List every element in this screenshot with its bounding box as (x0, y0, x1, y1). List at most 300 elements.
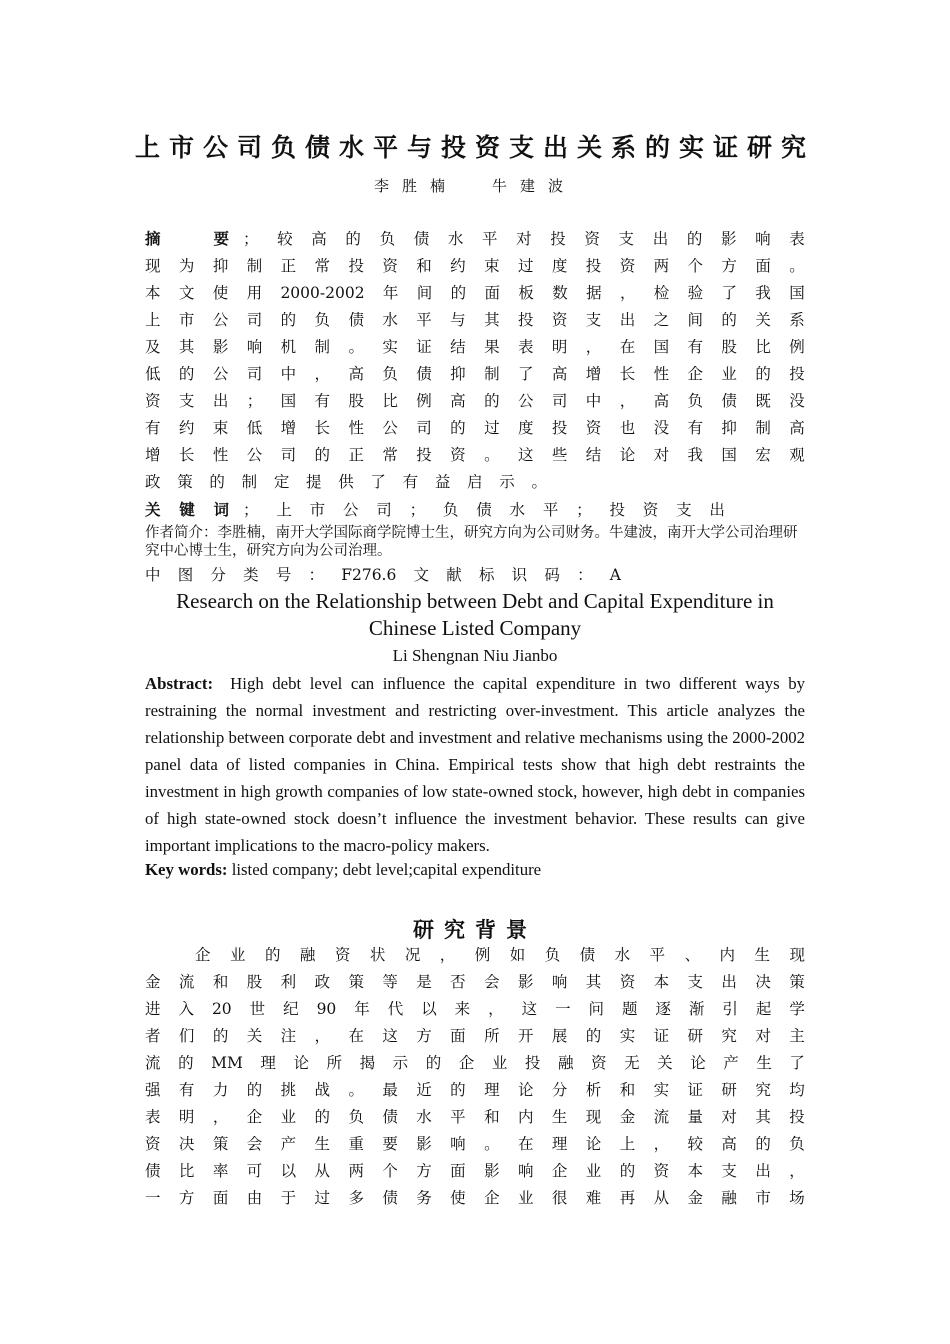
body-text (145, 942, 805, 1212)
glyph: 这 (521, 1000, 538, 1018)
glyph: 例 (474, 946, 491, 964)
glyph: 其 (585, 973, 602, 991)
abstract-line (145, 307, 805, 334)
glyph: 债 (348, 311, 364, 329)
glyph: 公 (246, 446, 263, 464)
glyph: 论 (517, 1081, 534, 1099)
glyph: 号 (275, 566, 292, 584)
glyph: 键 (179, 501, 195, 519)
glyph: 公 (212, 365, 229, 383)
glyph: 的 (425, 1054, 442, 1072)
glyph: 的 (755, 1135, 771, 1153)
abstract-line (145, 361, 805, 388)
glyph: 个 (382, 1162, 398, 1180)
glyph: 负 (348, 1108, 364, 1126)
glyph: 使 (212, 284, 229, 302)
glyph: 对 (516, 230, 532, 248)
glyph: 金 (687, 1189, 704, 1207)
glyph: 策 (177, 473, 193, 491)
glyph: 高 (653, 392, 670, 410)
glyph: F276.6 (341, 566, 397, 584)
glyph: 。 (789, 257, 805, 275)
glyph: 一 (145, 1189, 161, 1207)
glyph: 融 (299, 946, 316, 964)
glyph: 股 (348, 392, 364, 410)
abstract-line (145, 388, 805, 415)
glyph: 投 (550, 230, 566, 248)
glyph: 水 (509, 501, 526, 519)
glyph: 策 (212, 1135, 229, 1153)
glyph: 面 (212, 1189, 229, 1207)
glyph: 制 (246, 257, 263, 275)
glyph: 况 (404, 946, 421, 964)
glyph: 者 (145, 1027, 161, 1045)
glyph: 负 (687, 392, 704, 410)
glyph: 年 (354, 1000, 370, 1018)
glyph: 。 (484, 446, 500, 464)
glyph: 文 (413, 566, 430, 584)
glyph: 抑 (450, 365, 466, 383)
glyph: 平 (481, 230, 498, 248)
glyph: 面 (755, 257, 771, 275)
glyph: 出 (755, 1162, 771, 1180)
glyph: 宏 (755, 446, 771, 464)
glyph: 证 (416, 338, 432, 356)
glyph: 起 (755, 1000, 772, 1018)
glyph: 流 (145, 1054, 161, 1072)
glyph: 债 (145, 1162, 161, 1180)
glyph: 的 (450, 284, 467, 302)
glyph: 所 (326, 1054, 343, 1072)
glyph: 融 (721, 1189, 737, 1207)
glyph: 国 (280, 392, 297, 410)
glyph: 的 (755, 365, 771, 383)
glyph: 代 (387, 1000, 404, 1018)
glyph: 债 (721, 392, 737, 410)
glyph: 学 (789, 1000, 805, 1018)
glyph: 据 (586, 284, 602, 302)
glyph: 响 (551, 973, 568, 991)
glyph: 上 (619, 1135, 636, 1153)
glyph: 投 (524, 1054, 541, 1072)
glyph: 为 (178, 257, 195, 275)
glyph: 均 (789, 1081, 805, 1099)
glyph: 企 (195, 946, 211, 964)
glyph: 政 (314, 973, 331, 991)
glyph: 。 (484, 1135, 500, 1153)
glyph: 响 (517, 1162, 534, 1180)
glyph: ， (653, 1135, 670, 1153)
glyph: 支 (676, 501, 692, 519)
glyph: 和 (619, 1081, 636, 1099)
classification-line (145, 562, 805, 589)
glyph: 结 (450, 338, 466, 356)
glyph: 束 (212, 419, 229, 437)
glyph: 常 (314, 257, 331, 275)
glyph: 股 (246, 973, 263, 991)
glyph: 论 (690, 1054, 706, 1072)
glyph: 资 (145, 1135, 161, 1153)
glyph: 比 (755, 338, 771, 356)
glyph: 的 (212, 1027, 229, 1045)
glyph: 国 (789, 284, 805, 302)
glyph: 方 (416, 1162, 432, 1180)
glyph: 的 (178, 365, 195, 383)
glyph: 资 (585, 419, 602, 437)
glyph: 响 (755, 230, 771, 248)
glyph: 。 (348, 1081, 364, 1099)
glyph: 高 (721, 1135, 737, 1153)
glyph: 内 (517, 1108, 534, 1126)
glyph: 投 (551, 419, 568, 437)
glyph: 的 (721, 311, 737, 329)
glyph: 90 (316, 1000, 337, 1018)
glyph: ： (308, 566, 325, 584)
glyph: 长 (178, 446, 195, 464)
glyph: 揭 (359, 1054, 376, 1072)
glyph: 所 (484, 1027, 500, 1045)
glyph: 流 (653, 1108, 670, 1126)
glyph: 的 (450, 419, 466, 437)
glyph: 关 (755, 311, 771, 329)
glyph: 系 (789, 311, 805, 329)
glyph: 要 (213, 230, 229, 248)
glyph: 出 (652, 230, 669, 248)
glyph: 司 (246, 365, 263, 383)
abstract-label-en: Abstract: (145, 674, 214, 693)
glyph: 出 (212, 392, 229, 410)
glyph: 债 (382, 1108, 398, 1126)
abstract-first-line (145, 226, 805, 253)
glyph: 可 (246, 1162, 263, 1180)
chinese-title: 上市公司负债水平与投资支出关系的实证研究 (134, 133, 815, 162)
glyph: 国 (721, 446, 737, 464)
glyph: 支 (618, 230, 635, 248)
glyph: 会 (484, 973, 500, 991)
glyph: 流 (178, 973, 195, 991)
glyph: 从 (314, 1162, 331, 1180)
glyph: 资 (382, 257, 398, 275)
glyph: 的 (686, 230, 703, 248)
glyph: 没 (653, 419, 670, 437)
glyph: 负 (314, 311, 331, 329)
glyph: ； (243, 501, 259, 519)
glyph: 的 (619, 1162, 636, 1180)
glyph: 低 (145, 365, 161, 383)
glyph: 表 (517, 338, 534, 356)
glyph: 债 (416, 365, 432, 383)
glyph: 常 (382, 446, 398, 464)
glyph: 资 (619, 973, 636, 991)
glyph: 难 (585, 1189, 602, 1207)
glyph: 制 (241, 473, 258, 491)
glyph: 制 (314, 338, 331, 356)
glyph: 对 (653, 446, 670, 464)
glyph: 的 (345, 230, 361, 248)
glyph: 用 (246, 284, 263, 302)
abstract-line (243, 226, 805, 253)
glyph: 研 (687, 1027, 704, 1045)
glyph: 增 (585, 365, 602, 383)
glyph: 的 (585, 1027, 602, 1045)
glyph: 抑 (721, 419, 737, 437)
glyph: 影 (484, 1162, 500, 1180)
glyph: 平 (542, 501, 559, 519)
abstract-label-cn (145, 226, 229, 253)
glyph: ； (243, 230, 259, 248)
glyph: 主 (789, 1027, 805, 1045)
glyph: 中 (280, 365, 297, 383)
glyph: 债 (476, 501, 492, 519)
glyph: ， (439, 946, 456, 964)
glyph: 负 (442, 501, 459, 519)
glyph: 观 (789, 446, 805, 464)
glyph: 增 (280, 419, 297, 437)
glyph: 的 (280, 311, 297, 329)
glyph: 献 (446, 566, 462, 584)
glyph: 了 (370, 473, 386, 491)
glyph: 其 (178, 338, 195, 356)
abstract-line (145, 415, 805, 442)
glyph: 公 (212, 311, 229, 329)
glyph: 的 (209, 473, 225, 491)
glyph: 司 (376, 501, 392, 519)
glyph: 研 (721, 1081, 737, 1099)
glyph: 比 (178, 1162, 195, 1180)
glyph: 企 (687, 365, 704, 383)
abstract-line (145, 253, 805, 280)
glyph: 我 (755, 284, 771, 302)
glyph: 务 (416, 1189, 432, 1207)
glyph: 资 (145, 392, 161, 410)
glyph: 有 (687, 338, 704, 356)
glyph: 对 (755, 1027, 771, 1045)
glyph: 的 (246, 1081, 263, 1099)
glyph: 束 (484, 257, 500, 275)
abstract-line (145, 442, 805, 469)
glyph: ， (212, 1108, 229, 1126)
glyph: 由 (246, 1189, 263, 1207)
glyph: 类 (243, 566, 259, 584)
glyph: 较 (687, 1135, 704, 1153)
body-line (145, 1185, 805, 1212)
glyph: 两 (653, 257, 670, 275)
glyph: 投 (609, 501, 625, 519)
glyph: 量 (687, 1108, 704, 1126)
glyph: ： (577, 566, 593, 584)
glyph: 实 (382, 338, 398, 356)
glyph: 关 (145, 501, 161, 519)
glyph: 2000-2002 (280, 284, 365, 302)
glyph: 如 (509, 946, 526, 964)
glyph: 响 (246, 338, 263, 356)
glyph: 示 (392, 1054, 409, 1072)
glyph: 资 (450, 446, 466, 464)
glyph: 的 (264, 946, 281, 964)
glyph: 纪 (283, 1000, 299, 1018)
glyph: 关 (246, 1027, 263, 1045)
glyph: 融 (557, 1054, 574, 1072)
glyph: 司 (246, 311, 263, 329)
glyph: 表 (145, 1108, 161, 1126)
glyph: 否 (450, 973, 466, 991)
glyph: 论 (619, 446, 636, 464)
glyph: 世 (249, 1000, 266, 1018)
glyph: 负 (544, 946, 561, 964)
body-line (145, 1050, 805, 1077)
glyph: 平 (450, 1108, 466, 1126)
glyph: 业 (721, 365, 737, 383)
glyph: 中 (145, 566, 161, 584)
glyph: 资 (584, 230, 600, 248)
glyph: 要 (382, 1135, 398, 1153)
glyph: ， (789, 1162, 805, 1180)
glyph: 逐 (655, 1000, 671, 1018)
body-line (145, 969, 805, 996)
body-line (145, 1077, 805, 1104)
glyph: 入 (178, 1000, 194, 1018)
glyph: 检 (653, 284, 670, 302)
glyph: 间 (416, 284, 433, 302)
glyph: 负 (382, 365, 398, 383)
glyph: 影 (517, 973, 534, 991)
glyph: 投 (416, 446, 432, 464)
glyph: 方 (416, 1027, 432, 1045)
glyph: 方 (178, 1189, 195, 1207)
glyph: 和 (484, 1108, 500, 1126)
glyph: 面 (484, 284, 501, 302)
glyph: 们 (178, 1027, 195, 1045)
glyph: 投 (517, 311, 534, 329)
glyph: 支 (721, 1162, 737, 1180)
glyph: 政 (145, 473, 161, 491)
glyph: 面 (450, 1027, 466, 1045)
abstract-line (145, 469, 547, 496)
glyph: 高 (450, 392, 466, 410)
glyph: 无 (624, 1054, 640, 1072)
glyph: 利 (280, 973, 297, 991)
glyph: 平 (649, 946, 666, 964)
glyph: 公 (517, 392, 534, 410)
glyph: 水 (614, 946, 631, 964)
glyph: 国 (653, 338, 670, 356)
body-line (195, 942, 805, 969)
glyph: 词 (213, 501, 229, 519)
glyph: 注 (280, 1027, 297, 1045)
glyph: 例 (416, 392, 432, 410)
glyph: 多 (348, 1189, 364, 1207)
glyph: 强 (145, 1081, 161, 1099)
glyph: 高 (551, 365, 568, 383)
author-bio: 作者简介：李胜楠，南开大学国际商学院博士生，研究方向为公司财务。牛建波，南开大学公司治理研究中心博士生，研究方向为公司治理。 (145, 525, 798, 559)
glyph: 金 (145, 973, 161, 991)
glyph: 制 (755, 419, 771, 437)
glyph: 等 (382, 973, 398, 991)
glyph: 长 (314, 419, 331, 437)
glyph: 出 (721, 973, 737, 991)
glyph: 对 (721, 1108, 737, 1126)
glyph: 个 (687, 257, 704, 275)
glyph: 明 (178, 1108, 195, 1126)
glyph: 投 (789, 365, 805, 383)
glyph: 业 (491, 1054, 508, 1072)
body-line (145, 996, 805, 1023)
glyph: 很 (551, 1189, 568, 1207)
glyph: 提 (306, 473, 322, 491)
glyph: 既 (755, 392, 771, 410)
glyph: 生 (551, 1108, 568, 1126)
glyph: ， (619, 392, 636, 410)
glyph: 机 (280, 338, 297, 356)
glyph: MM (211, 1054, 243, 1072)
glyph: 是 (416, 973, 432, 991)
glyph: 究 (721, 1027, 737, 1045)
glyph: 文 (178, 284, 195, 302)
glyph: 分 (551, 1081, 568, 1099)
glyph: 论 (585, 1135, 602, 1153)
glyph: 长 (619, 365, 636, 383)
glyph: 、 (684, 946, 701, 964)
body-line (145, 1023, 805, 1050)
glyph: ； (246, 392, 263, 410)
glyph: 较 (277, 230, 293, 248)
glyph: 些 (551, 446, 568, 464)
glyph: 明 (551, 338, 568, 356)
glyph: 了 (789, 1054, 805, 1072)
glyph: 业 (280, 1108, 297, 1126)
glyph: 再 (619, 1189, 636, 1207)
glyph: 状 (369, 946, 386, 964)
glyph: 过 (314, 1189, 331, 1207)
glyph: 两 (348, 1162, 364, 1180)
glyph: ， (585, 338, 602, 356)
glyph: 问 (588, 1000, 605, 1018)
keywords-label-cn (145, 497, 229, 524)
glyph: 投 (585, 257, 602, 275)
glyph: 供 (338, 473, 354, 491)
glyph: 生 (754, 946, 771, 964)
glyph: 企 (484, 1189, 500, 1207)
glyph: ， (488, 1000, 504, 1018)
glyph: 和 (416, 257, 432, 275)
chinese-abstract (145, 226, 805, 496)
glyph: 企 (458, 1054, 475, 1072)
glyph: 业 (517, 1189, 534, 1207)
glyph: ， (314, 1027, 331, 1045)
glyph: 数 (552, 284, 568, 302)
chinese-keywords (145, 497, 805, 524)
glyph: 支 (687, 973, 704, 991)
glyph: 策 (789, 973, 805, 991)
glyph: 理 (484, 1081, 500, 1099)
abstract-text-en: High debt level can influence the capital expenditure in two different ways by restraining the normal investment and restricting over-investment. This article analyzes the relationship between corporate debt and investment and relative mechanisms using the 2000-2002 panel data of listed companies in China. Empirical tests show that high debt restraints the investment in high growth companies of low state-owned stock, however, high debt in companies of high state-owned stock doesn’t influence the investment behavior. These results can give important implications to the macro-policy makers. (145, 674, 805, 855)
glyph: 公 (342, 501, 359, 519)
glyph: 性 (653, 365, 670, 383)
glyph: 定 (273, 473, 290, 491)
glyph: 例 (789, 338, 805, 356)
glyph: 板 (518, 284, 534, 302)
glyph: 的 (450, 1081, 466, 1099)
glyph: 有 (145, 419, 161, 437)
glyph: 结 (585, 446, 602, 464)
keywords-label-en: Key words: (145, 860, 228, 879)
glyph: 论 (293, 1054, 309, 1072)
glyph: 最 (382, 1081, 398, 1099)
glyph: 过 (517, 257, 534, 275)
glyph: 性 (348, 419, 364, 437)
glyph: 影 (212, 338, 229, 356)
glyph: 标 (478, 566, 495, 584)
